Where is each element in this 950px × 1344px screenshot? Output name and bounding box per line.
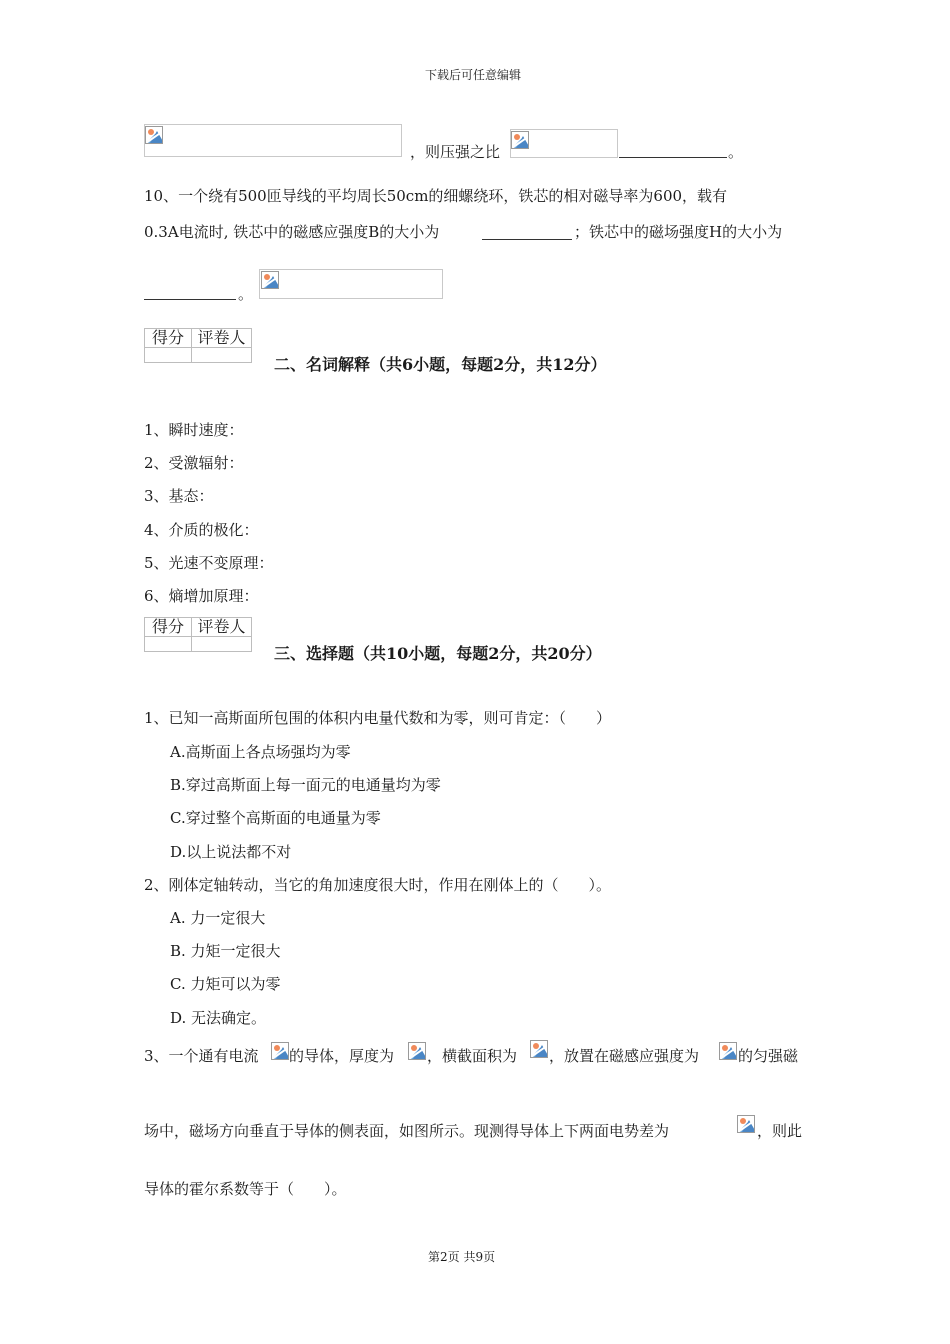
q2-option: B. 力矩一定很大 (170, 942, 281, 960)
grader-header: 评卷人 (192, 329, 252, 348)
score-table (144, 617, 252, 652)
section2-item: 4、介质的极化： (144, 521, 259, 539)
q10-period: 。 (238, 285, 254, 303)
q3-line2a: 场中，磁场方向垂直于导体的侧表面，如图所示。现测得导体上下两面电势差为 (144, 1122, 670, 1140)
q3-seg4: ，放置在磁感应强度为 (549, 1047, 700, 1065)
grader-header: 评卷人 (192, 618, 252, 637)
broken-image-icon (261, 271, 279, 289)
q2-option: A. 力一定很大 (170, 909, 266, 927)
q3-line3: 导体的霍尔系数等于（ ）。 (144, 1180, 347, 1198)
formula-image-box (144, 124, 402, 157)
score-header: 得分 (145, 618, 192, 637)
q3-seg3: ，横截面积为 (427, 1047, 518, 1065)
q3-seg2: 的导体，厚度为 (289, 1047, 395, 1065)
broken-image-icon (719, 1042, 737, 1060)
q3-line2b: ，则此 (757, 1122, 803, 1140)
page-footer: 第2页 共9页 (428, 1250, 496, 1264)
section2-title: 二、名词解释（共6小题，每题2分，共12分） (274, 355, 607, 374)
score-table (144, 328, 252, 363)
section3-title: 三、选择题（共10小题，每题2分，共20分） (274, 644, 602, 663)
q10-line1: 10、一个绕有500匝导线的平均周长50cm的细螺绕环，铁芯的相对磁导率为600，载有 (144, 187, 728, 205)
grader-cell (192, 348, 252, 363)
section2-item: 3、基态： (144, 487, 214, 505)
broken-image-icon (530, 1040, 548, 1058)
section2-item: 6、熵增加原理： (144, 587, 259, 605)
q10-line2b: ；铁芯中的磁场强度H的大小为 (574, 223, 783, 241)
page-header: 下载后可任意编辑 (425, 68, 522, 82)
q10-line2a: 0.3A电流时, 铁芯中的磁感应强度B的大小为 (144, 223, 440, 241)
score-cell (145, 637, 192, 652)
q3-seg5: 的匀强磁 (738, 1047, 799, 1065)
section2-item: 5、光速不变原理： (144, 554, 274, 572)
answer-blank (144, 285, 236, 300)
q9-text-ratio: ，则压强之比 (410, 143, 501, 161)
grader-cell (192, 637, 252, 652)
q2-option: D. 无法确定。 (170, 1009, 267, 1027)
section2-item: 2、受激辐射： (144, 454, 244, 472)
answer-blank (482, 225, 572, 240)
q3-seg1: 3、一个通有电流 (144, 1047, 259, 1065)
broken-image-icon (511, 131, 529, 149)
score-header: 得分 (145, 329, 192, 348)
formula-image-box (259, 269, 443, 299)
broken-image-icon (737, 1115, 755, 1133)
q1-option: A.高斯面上各点场强均为零 (170, 743, 351, 761)
section2-item: 1、瞬时速度： (144, 421, 244, 439)
broken-image-icon (145, 126, 163, 144)
q1-stem: 1、已知一高斯面所包围的体积内电量代数和为零，则可肯定：（ ） (144, 709, 612, 727)
broken-image-icon (408, 1042, 426, 1060)
q9-period: 。 (728, 143, 744, 161)
q1-option: B.穿过高斯面上每一面元的电通量均为零 (170, 776, 441, 794)
q1-option: D.以上说法都不对 (170, 843, 292, 861)
q2-stem: 2、刚体定轴转动，当它的角加速度很大时，作用在刚体上的（ ）。 (144, 876, 612, 894)
answer-blank (619, 143, 727, 158)
broken-image-icon (271, 1042, 289, 1060)
score-cell (145, 348, 192, 363)
q2-option: C. 力矩可以为零 (170, 975, 281, 993)
q1-option: C.穿过整个高斯面的电通量为零 (170, 809, 381, 827)
